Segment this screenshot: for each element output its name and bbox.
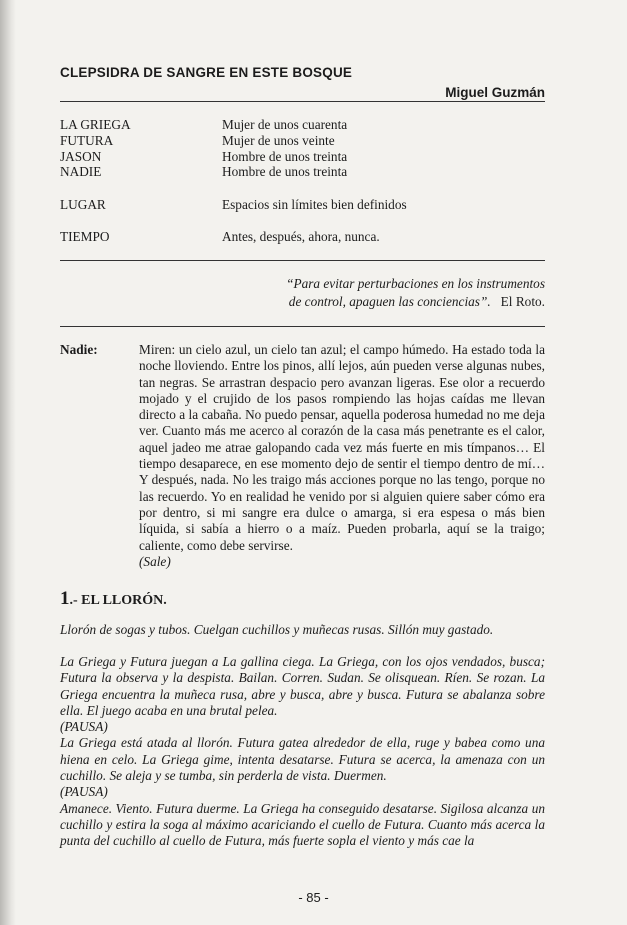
section-number: 1 bbox=[60, 588, 70, 609]
play-title: CLEPSIDRA DE SANGRE EN ESTE BOSQUE bbox=[60, 65, 353, 80]
epigraph-source: El Roto. bbox=[500, 294, 545, 309]
pause-marker: (PAUSA) bbox=[60, 719, 108, 735]
epigraph-line: de control, apaguen las conciencias”. bbox=[288, 294, 491, 309]
cast-desc: Mujer de unos veinte bbox=[222, 132, 335, 148]
epigraph bbox=[245, 275, 545, 311]
cast-name: JASON bbox=[60, 148, 102, 164]
time-value: Antes, después, ahora, nunca. bbox=[222, 229, 380, 244]
monologue-body: Miren: un cielo azul, un cielo tan azul; el campo húmedo. Ha estado toda la noche lloviendo. Entre los pinos, allí lejos, aún pueden verse algunas nubes, tan negras. Se arrastran despacio pero avanzan ligeras. Ese olor a recuerdo mojado y el crujido de los pasos rompiendo las hojas caídas me llevan directo a la cabaña. No puedo pensar, aquella poderosa humedad no me deja ver. Cuanto más me acerco al corazón de la casa más penetrante es el calor, aquel jadeo me atrae galopando cada vez más fuerte en mis tímpanos… El tiempo desaparece, en ese momento dejo de sentir el tiempo dentro de mí…Y después, nada. No les traigo más acciones porque no las tengo, porque no las recuerdo. Yo en realidad he venido por si alguien quiere saber cómo era por dentro, si mi sangre era dulce o amarga, si era espesa o más bien líquida, si sabía a hierro o a maíz. Pueden probarla, aquí se la traigo; caliente, como debe servirse. bbox=[139, 342, 545, 553]
cast-name: LA GRIEGA bbox=[60, 117, 131, 132]
place-value: Espacios sin límites bien definidos bbox=[222, 197, 407, 212]
section-rule bbox=[60, 260, 545, 261]
time-label: TIEMPO bbox=[60, 229, 110, 244]
cast-name: FUTURA bbox=[60, 132, 114, 148]
stage-direction: (Sale) bbox=[139, 553, 171, 569]
header-rule bbox=[60, 101, 545, 102]
stage-direction-block bbox=[60, 654, 545, 850]
page-number: - 85 - bbox=[298, 890, 329, 905]
cast-desc: Mujer de unos cuarenta bbox=[222, 117, 348, 132]
stage-direction: Llorón de sogas y tubos. Cuelgan cuchillos y muñecas rusas. Sillón muy gastado. bbox=[60, 622, 494, 637]
cast-desc: Hombre de unos treinta bbox=[222, 148, 348, 164]
epigraph-line: “Para evitar perturbaciones en los instrumentos bbox=[286, 276, 545, 291]
author-name: Miguel Guzmán bbox=[445, 85, 545, 100]
cast-desc: Hombre de unos treinta bbox=[222, 164, 348, 180]
cast-name: NADIE bbox=[60, 164, 102, 180]
place-label: LUGAR bbox=[60, 197, 106, 212]
section-heading bbox=[60, 588, 167, 610]
section-title: .- EL LLORÓN. bbox=[69, 593, 167, 608]
stage-direction: Amanece. Viento. Futura duerme. La Griega ha conseguido desatarse. Sigilosa alcanza un cuchillo y estira la soga al máximo acariciando el cuello de Futura. Cuanto más acerca la punta del cuchillo al cuello de Futura, más fuerte sopla el viento y más cae la bbox=[60, 800, 545, 849]
section-rule bbox=[60, 326, 545, 327]
monologue-text bbox=[139, 342, 545, 570]
pause-marker: (PAUSA) bbox=[60, 784, 108, 800]
stage-direction: La Griega y Futura juegan a La gallina ciega. La Griega, con los ojos vendados, busca; Futura la observa y la despista. Bailan. Corren. Sudan. Se olisquean. Ríen. Se rozan. La Griega encuentra la muñeca rusa, abre y busca, abre y busca. Futura se abalanza sobre ella. El juego acaba en una brutal pelea. bbox=[60, 654, 545, 718]
stage-direction: La Griega está atada al llorón. Futura gatea alrededor de ella, ruge y babea como una hiena en celo. La Griega gime, intenta desatarse. Futura se acerca, la amenaza con un cuchillo. Se aleja y se tumba, sin perderla de vista. Duermen. bbox=[60, 735, 545, 784]
speaker-label: Nadie: bbox=[60, 342, 98, 357]
